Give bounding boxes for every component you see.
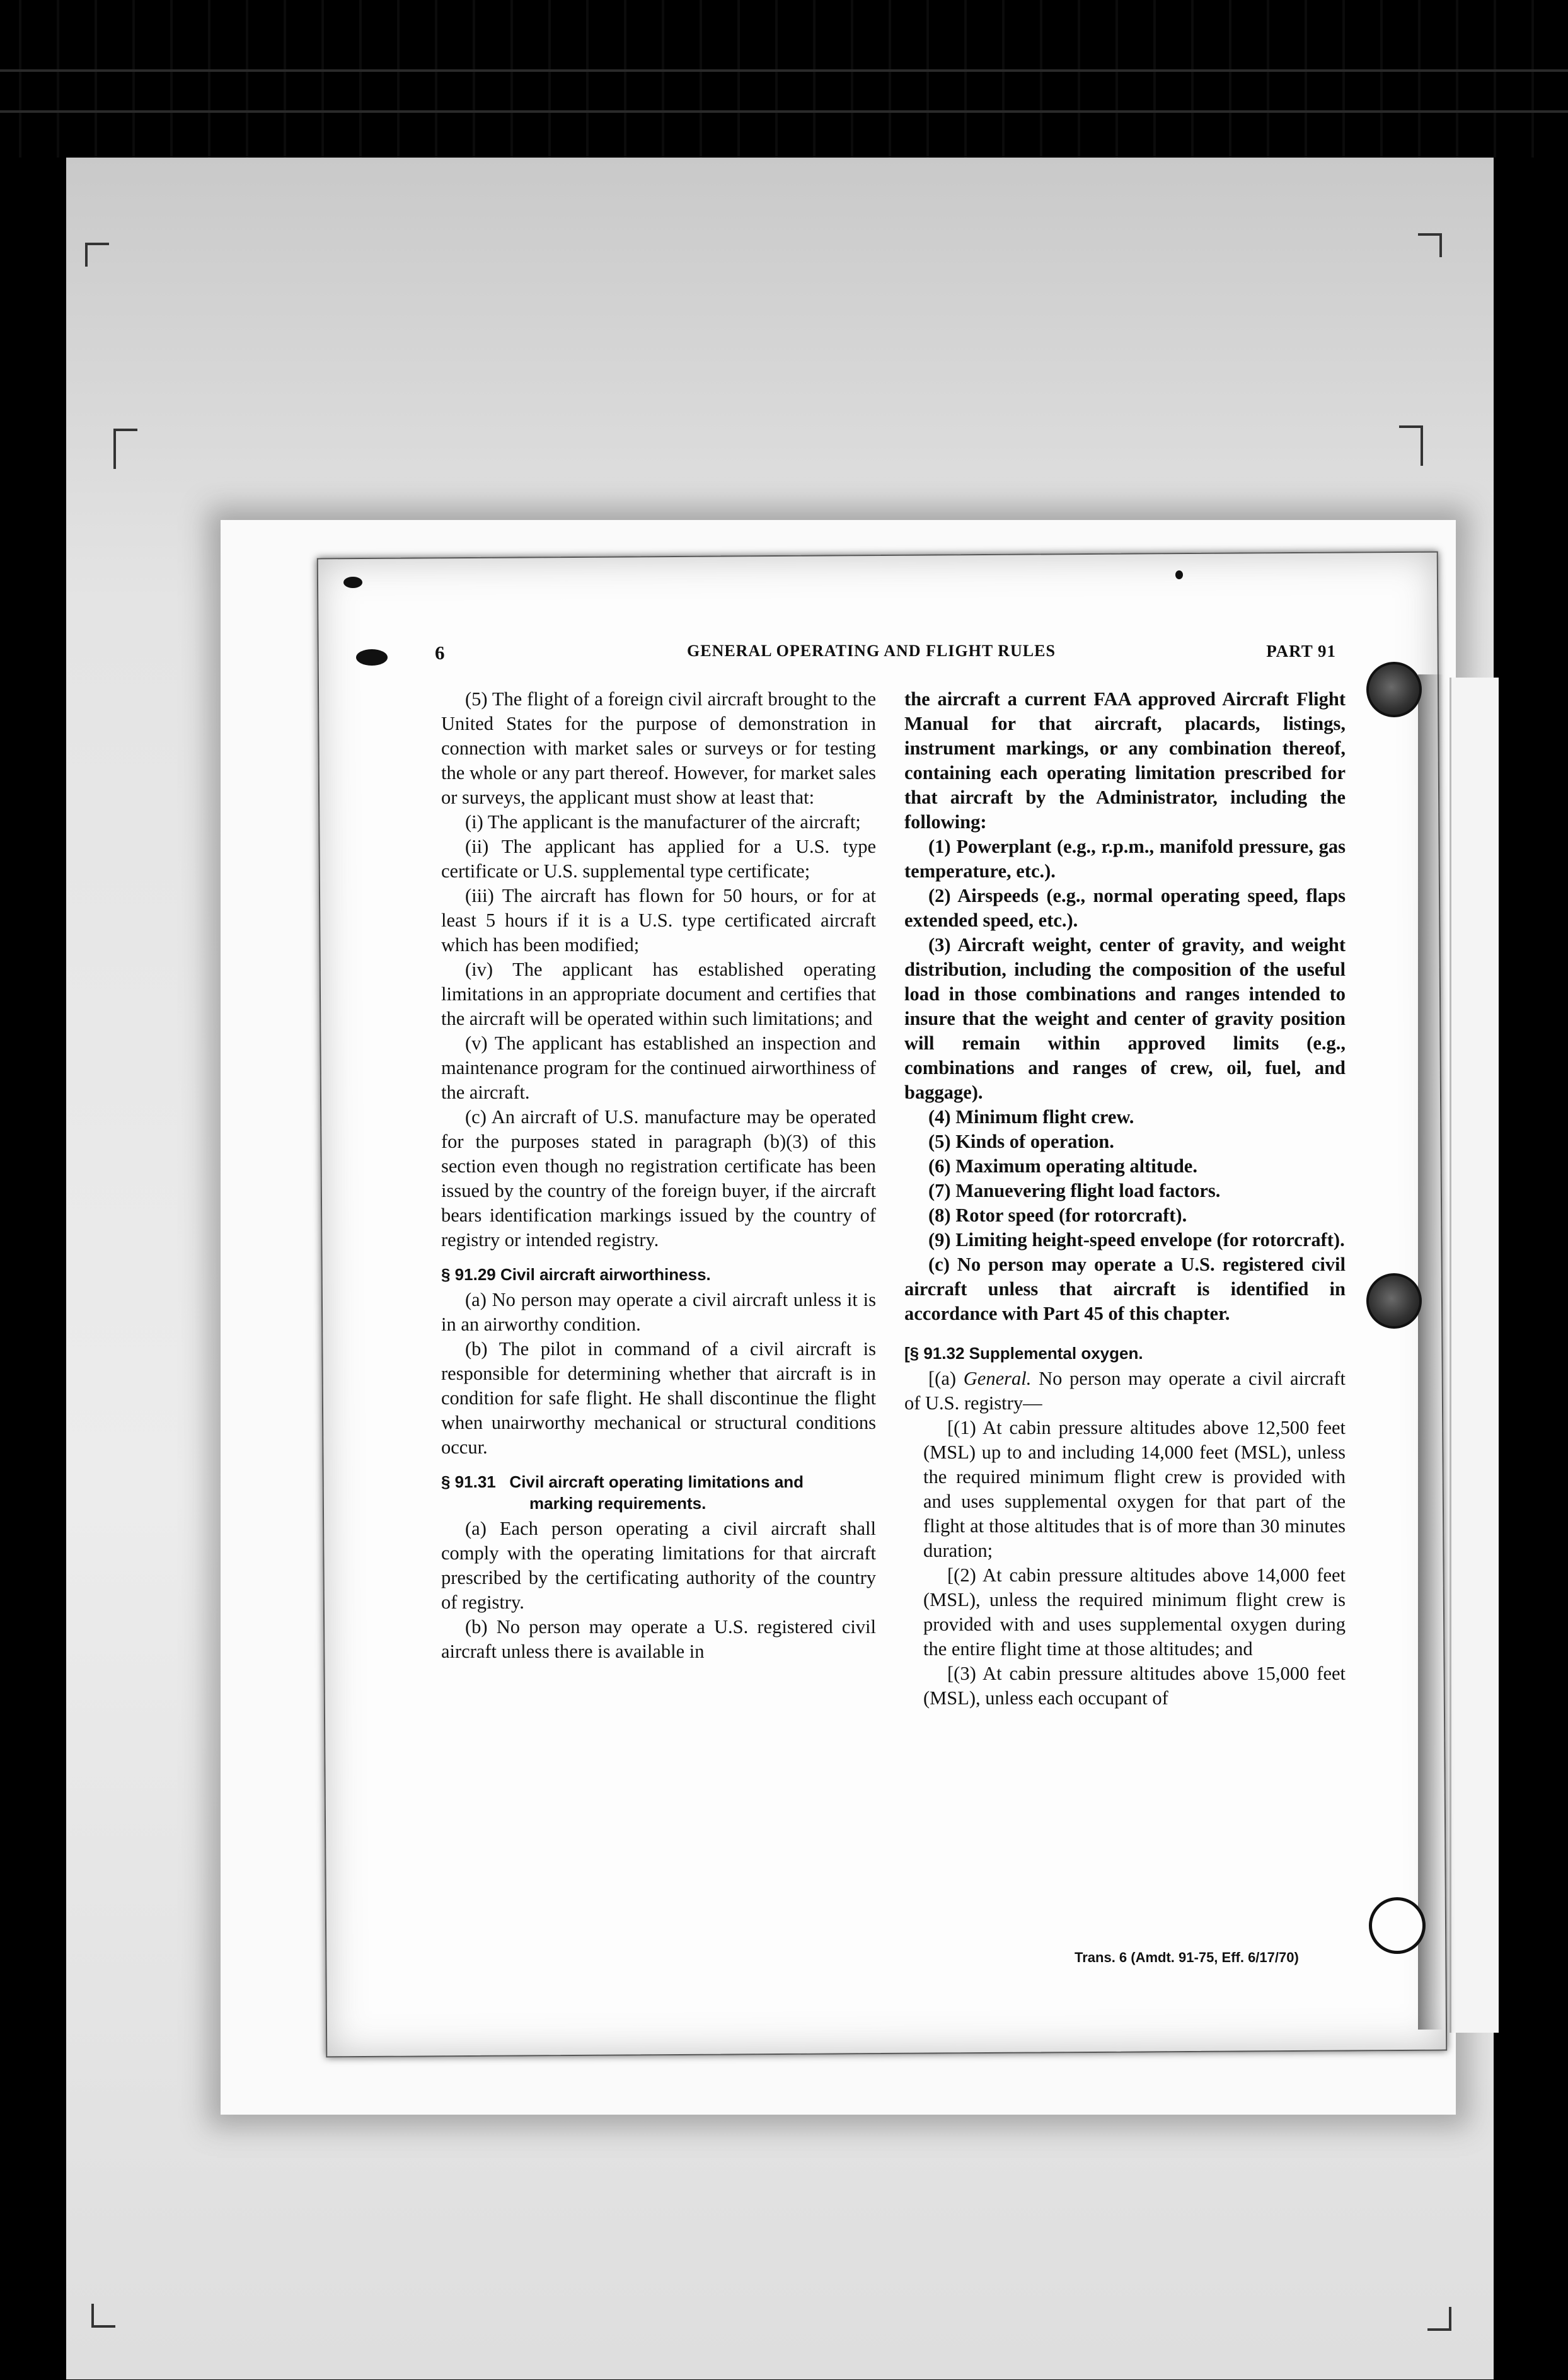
paragraph: (b) No person may operate a U.S. registered civil aircraft unless there is available in: [441, 1616, 876, 1662]
para-text: No person may operate a civil aircraft of U.S. registry—: [904, 1368, 1346, 1414]
list-item: (4) Minimum flight crew.: [928, 1106, 1134, 1128]
paragraph: the aircraft a current FAA approved Aircraft Flight Manual for that aircraft, placards, listings, instrument markings, or any combination thereof, containing each operating limitation prescribed for that aircraft by the Administrator, including the following:: [904, 688, 1346, 833]
list-item: (8) Rotor speed (for rotorcraft).: [928, 1204, 1187, 1226]
scan-speck: [1175, 570, 1183, 579]
corner-mark: [1399, 425, 1423, 466]
side-card: [1450, 678, 1499, 2033]
section-title-cont: marking requirements.: [529, 1494, 706, 1513]
page-number: 6: [435, 642, 446, 664]
scan-speck: [343, 577, 362, 588]
paragraph: [904, 1366, 1346, 1416]
paragraph: (c) An aircraft of U.S. manufacture may be operated for the purposes stated in paragraph (b)(3) of this section even though no registration certificate has been issued by the country of the foreign buyer, if the aircraft bears identification markings issued by the country of registry or intended registry.: [441, 1106, 876, 1251]
paragraph: [(1) At cabin pressure altitudes above 12,500 feet (MSL) up to and including 14,000 feet (MSL), unless the required minimum flight crew is provided with and uses supplemental oxygen for that part of the flight at those altitudes that is of more than 30 minutes duration;: [923, 1417, 1346, 1561]
footer-transmittal: Trans. 6 (Amdt. 91-75, Eff. 6/17/70): [1075, 1950, 1299, 1965]
corner-mark: [1418, 233, 1442, 257]
para-label: General.: [963, 1368, 1032, 1389]
list-item: (1) Powerplant (e.g., r.p.m., manifold pressure, gas temperature, etc.).: [904, 836, 1346, 882]
list-item: (6) Maximum operating altitude.: [928, 1155, 1197, 1177]
corner-mark: [113, 429, 137, 469]
punch-hole-icon: [1366, 662, 1422, 717]
film-edge-line: [0, 69, 1568, 72]
section-title: Civil aircraft operating limitations and: [509, 1472, 804, 1491]
running-header: [435, 642, 1336, 667]
right-column: [904, 687, 1346, 1711]
section-heading-91-32: [§ 91.32 Supplemental oxygen.: [904, 1344, 1143, 1363]
corner-mark: [1427, 2307, 1451, 2331]
list-item: (3) Aircraft weight, center of gravity, and weight distribution, including the composition of the useful load in those combinations and ranges intended to insure that the weight and center of gravity position will remain within approved limits (e.g., combinations and ranges of crew, oil, fuel, and baggage).: [904, 934, 1346, 1103]
corner-mark: [85, 243, 109, 267]
scan-speck: [356, 649, 388, 666]
paragraph: (iii) The aircraft has flown for 50 hours, or for at least 5 hours if it is a U.S. type certificated aircraft which has been modified;: [441, 885, 876, 956]
punch-hole-icon: [1369, 1897, 1426, 1954]
list-item: (5) Kinds of operation.: [928, 1131, 1114, 1152]
section-heading-91-31: [441, 1471, 876, 1514]
list-item: (7) Manuevering flight load factors.: [928, 1180, 1221, 1201]
paragraph: (v) The applicant has established an inspection and maintenance program for the continued airworthiness of the aircraft.: [441, 1032, 876, 1103]
paragraph: (a) Each person operating a civil aircraft shall comply with the operating limitations for that aircraft prescribed by the certificating authority of the country of registry.: [441, 1518, 876, 1613]
page-edge-shadow: [1418, 674, 1443, 2030]
left-column: [441, 687, 876, 1664]
punch-hole-icon: [1366, 1273, 1422, 1329]
paragraph: (a) No person may operate a civil aircraft unless it is in an airworthy condition.: [441, 1289, 876, 1335]
running-title: GENERAL OPERATING AND FLIGHT RULES: [687, 642, 1056, 660]
list-item: (2) Airspeeds (e.g., normal operating speed, flaps extended speed, etc.).: [904, 885, 1346, 931]
section-heading-91-29: § 91.29 Civil aircraft airworthiness.: [441, 1265, 711, 1284]
paragraph: (i) The applicant is the manufacturer of the aircraft;: [465, 811, 861, 833]
paragraph: (5) The flight of a foreign civil aircraft brought to the United States for the purpose of demonstration in connection with market sales or surveys or for testing the whole or any part thereof. However, for market sales or surveys, the applicant must show at least that:: [441, 688, 876, 808]
film-strip-top: [0, 0, 1568, 158]
paragraph: (b) The pilot in command of a civil aircraft is responsible for determining whether that aircraft is in condition for safe flight. He shall discontinue the flight when unairworthy mechanical or structural conditions occur.: [441, 1338, 876, 1458]
paragraph: [(2) At cabin pressure altitudes above 14,000 feet (MSL), unless the required minimum flight crew is provided with and uses supplemental oxygen during the entire flight time at those altitudes; and: [923, 1564, 1346, 1660]
paragraph: (iv) The applicant has established operating limitations in an appropriate document and certifies that the aircraft will be operated within such limitations; and: [441, 959, 876, 1029]
film-edge-line: [0, 110, 1568, 113]
paragraph: [(3) At cabin pressure altitudes above 15,000 feet (MSL), unless each occupant of: [923, 1663, 1346, 1709]
section-number: § 91.31: [441, 1472, 496, 1491]
paragraph: (c) No person may operate a U.S. registered civil aircraft unless that aircraft is identified in accordance with Part 45 of this chapter.: [904, 1254, 1346, 1324]
para-prefix: [(a): [928, 1368, 957, 1389]
list-item: (9) Limiting height-speed envelope (for rotorcraft).: [928, 1229, 1345, 1251]
corner-mark: [91, 2304, 115, 2328]
part-label: PART 91: [1266, 642, 1336, 661]
paragraph: (ii) The applicant has applied for a U.S. type certificate or U.S. supplemental type certificate;: [441, 836, 876, 882]
